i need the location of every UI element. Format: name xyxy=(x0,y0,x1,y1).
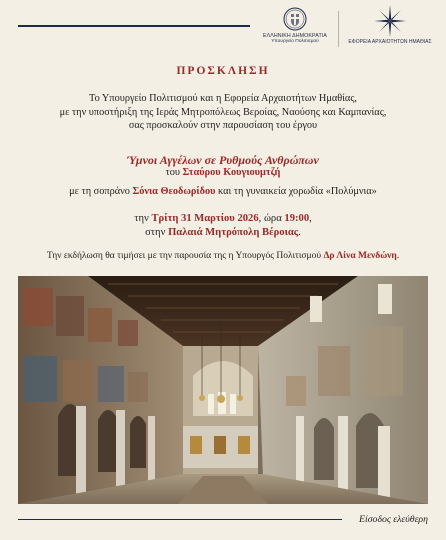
invitation-title: ΠΡΟΣΚΛΗΣΗ xyxy=(176,65,270,77)
ministry-line-1: ΕΛΛΗΝΙΚΗ ΔΗΜΟΚΡΑΤΙΑ xyxy=(262,33,328,39)
soprano-name: Σόνια Θεοδωρίδου xyxy=(132,186,216,197)
intro-line: με την υποστήριξη της Ιεράς Μητροπόλεως Βεροίας, Ναούσης και Καμπανίας, xyxy=(59,106,387,118)
ministry-logo xyxy=(255,7,335,44)
composer-line xyxy=(0,167,446,178)
coat-of-arms-icon xyxy=(283,7,307,31)
ephorate-logo xyxy=(340,5,440,45)
logo-separator xyxy=(338,11,339,47)
church-interior-photo xyxy=(18,276,428,504)
event-venue: Παλαιά Μητρόπολη Βέροιας xyxy=(168,227,299,238)
intro-line: σας προσκαλούν στην παρουσίαση του έργου xyxy=(128,120,318,131)
ministry-line-2: Υπουργείο Πολιτισμού xyxy=(271,39,319,44)
bottom-rule xyxy=(18,519,342,520)
soprano-suffix: και τη γυναικεία χορωδία «Πολύμνια» xyxy=(218,186,377,197)
free-entry-note: Είσοδος ελεύθερη xyxy=(358,514,428,525)
work-title: Ύμνοι Αγγέλων σε Ρυθμούς Ανθρώπων xyxy=(127,153,319,167)
venue-suffix: . xyxy=(298,227,301,238)
honor-prefix: Την εκδήλωση θα τιμήσει με την παρουσία της η Υπουργός Πολιτισμού xyxy=(46,251,322,261)
date-line xyxy=(0,213,446,224)
intro-line: Το Υπουργείο Πολιτισμού και η Εφορεία Αρχαιοτήτων Ημαθίας, xyxy=(89,93,357,104)
honor-name: Δρ Λίνα Μενδώνη xyxy=(323,251,397,261)
event-date: Τρίτη 31 Μαρτίου 2026 xyxy=(151,213,259,224)
venue-prefix: στην xyxy=(145,227,166,238)
star-emblem-icon xyxy=(374,5,406,37)
composer-name: Σταύρου Κουγιουμτζή xyxy=(182,167,281,178)
honor-line xyxy=(0,251,446,261)
soprano-prefix: με τη σοπράνο xyxy=(69,186,130,197)
time-suffix: , xyxy=(309,213,312,224)
ephorate-name: ΕΦΟΡΕΙΑ ΑΡΧΑΙΟΤΗΤΩΝ ΗΜΑΘΙΑΣ xyxy=(348,39,432,45)
time-prefix: , ώρα xyxy=(258,213,282,224)
intro-text xyxy=(0,92,446,133)
date-prefix: την xyxy=(134,213,149,224)
soprano-line xyxy=(0,186,446,197)
top-rule xyxy=(18,25,250,27)
composer-prefix: του xyxy=(165,167,180,178)
honor-suffix: . xyxy=(396,251,400,261)
event-time: 19:00 xyxy=(284,213,310,224)
venue-line xyxy=(0,227,446,238)
